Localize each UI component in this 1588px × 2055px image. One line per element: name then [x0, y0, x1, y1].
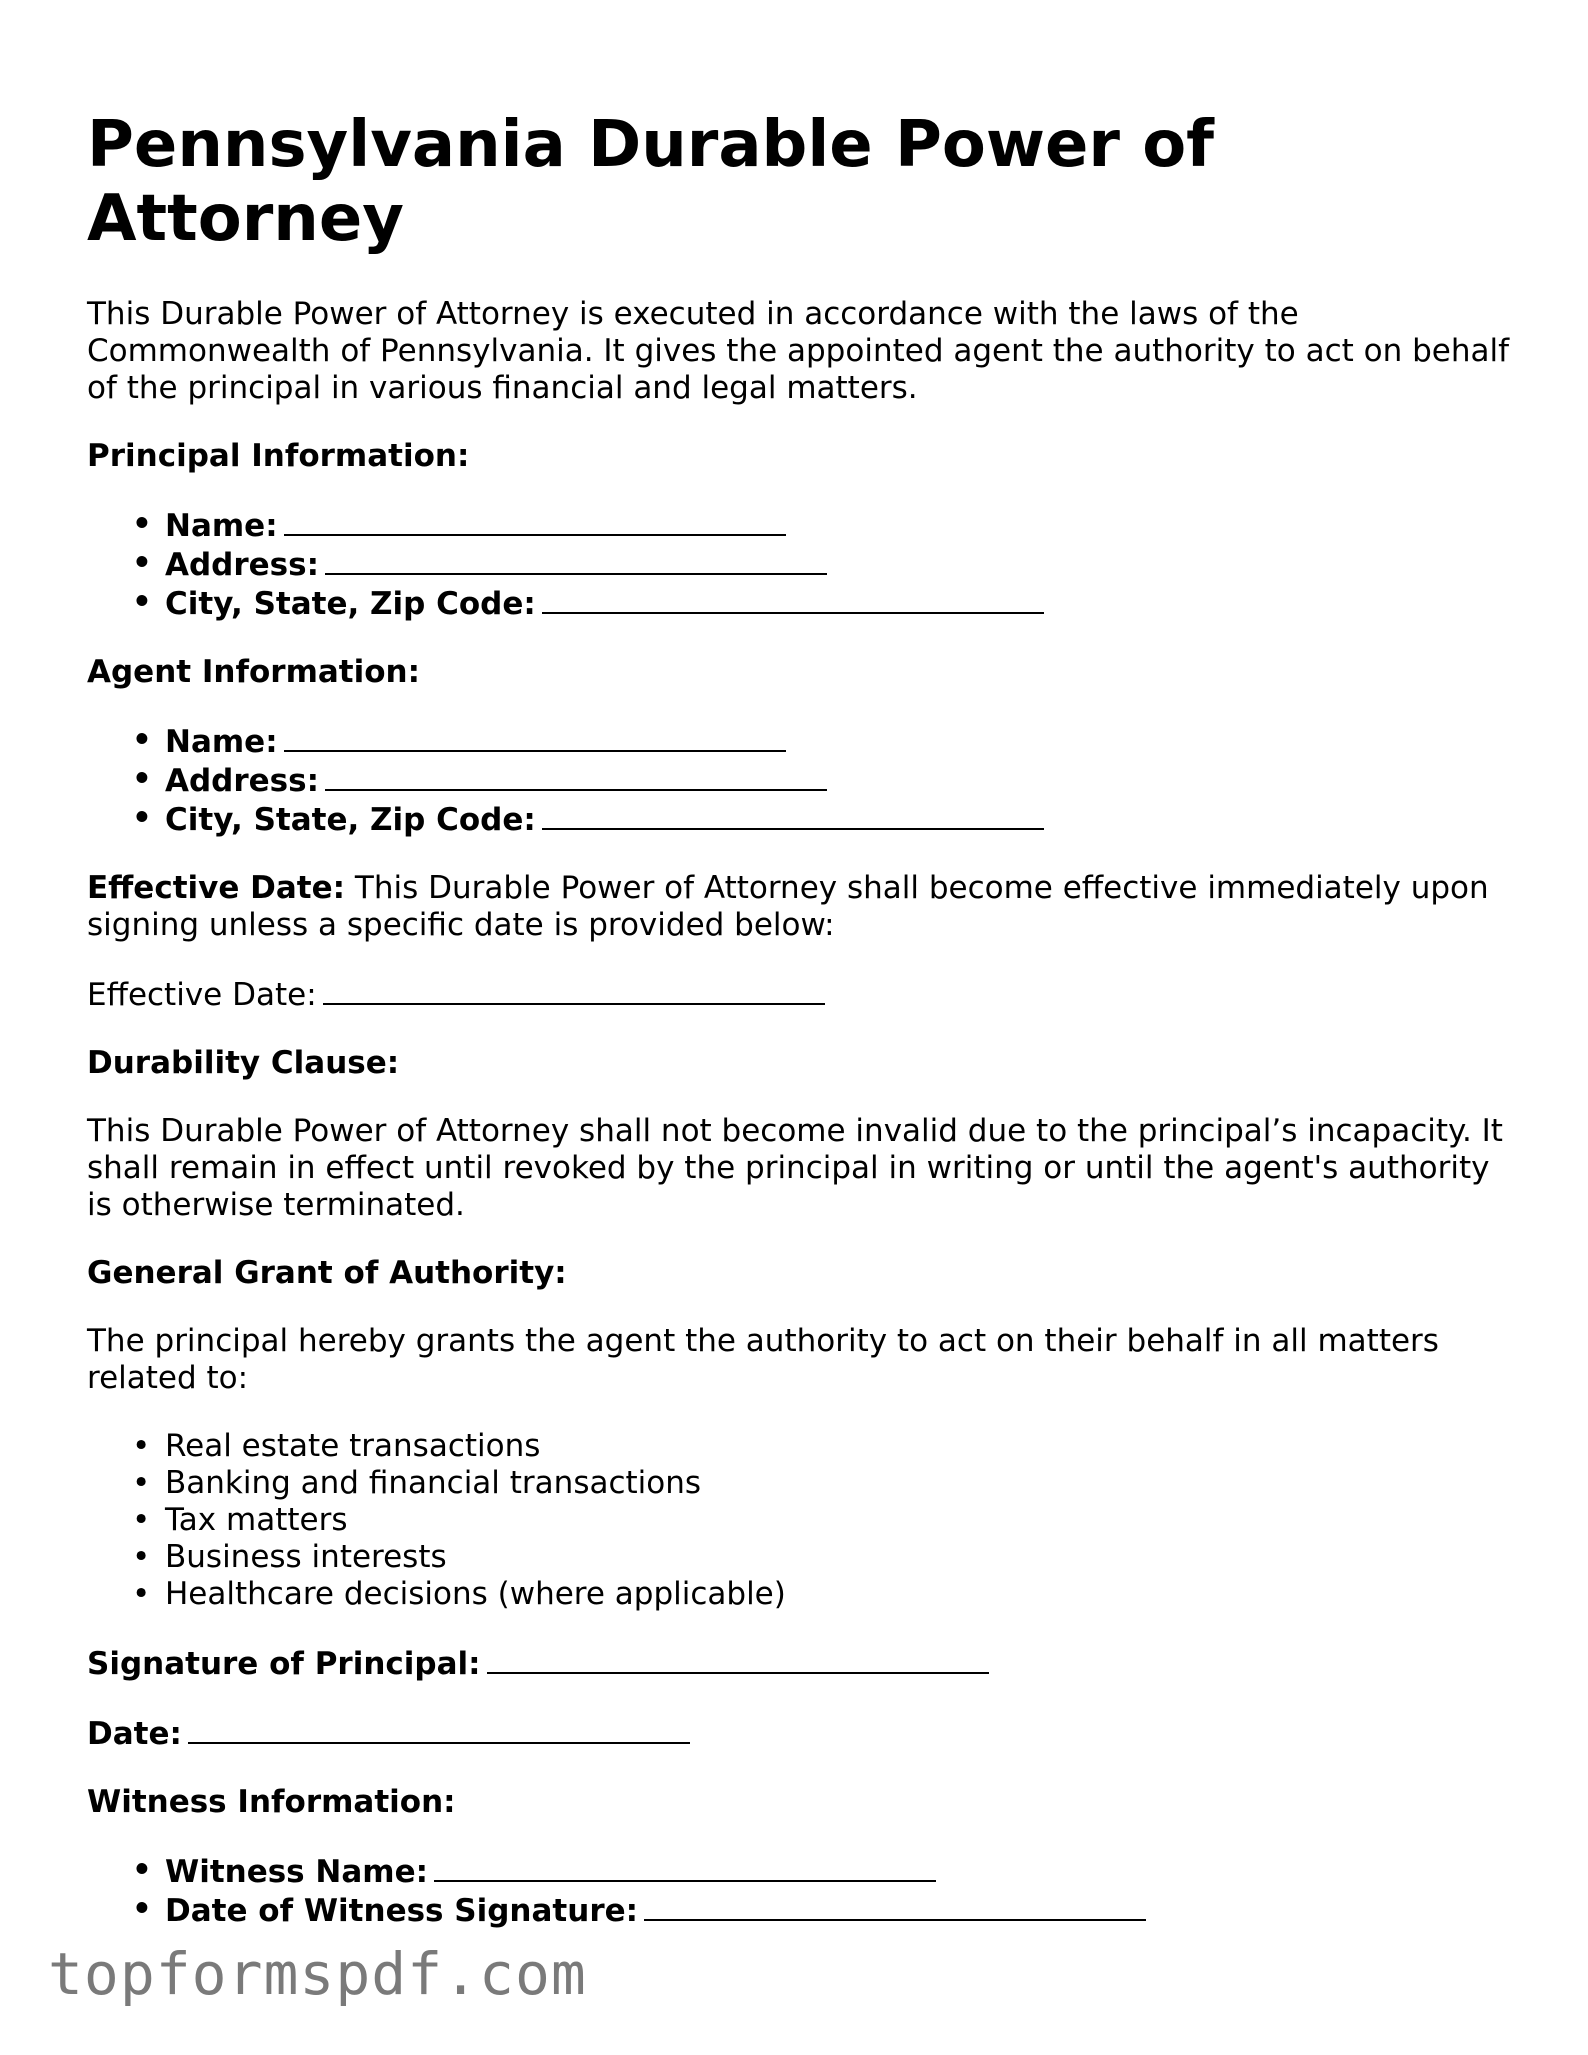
agent-fields	[87, 722, 1517, 839]
principal-name-field[interactable]	[165, 506, 1517, 545]
field-label: City, State, Zip Code:	[165, 802, 536, 838]
principal-address-field[interactable]	[165, 545, 1517, 584]
agent-name-field[interactable]	[165, 722, 1517, 761]
durability-heading: Durability Clause:	[87, 1045, 400, 1081]
principal-signature-field[interactable]	[87, 1644, 1517, 1683]
document-title: Pennsylvania Durable Power of Attorney	[87, 108, 1214, 256]
blank-line	[284, 506, 786, 536]
effective-text: This Durable Power of Attorney shall become effective immediately upon signing unless a specific date is provided below:	[87, 870, 1489, 943]
list-item: • Business interests	[165, 1539, 1517, 1576]
field-label: Signature of Principal:	[87, 1646, 481, 1682]
field-label: Date:	[87, 1716, 182, 1752]
witness-fields	[87, 1852, 1517, 1930]
effective-label: Effective Date:	[87, 870, 346, 906]
list-item: • Banking and financial transactions	[165, 1465, 1517, 1502]
blank-line	[434, 1852, 936, 1882]
field-label: City, State, Zip Code:	[165, 586, 536, 622]
authority-heading: General Grant of Authority:	[87, 1255, 567, 1291]
list-item: • Real estate transactions	[165, 1428, 1517, 1465]
agent-heading: Agent Information:	[87, 654, 420, 690]
blank-line	[542, 800, 1044, 830]
field-label: Address:	[165, 763, 319, 799]
agent-city-field[interactable]	[165, 800, 1517, 839]
witness-heading: Witness Information:	[87, 1784, 456, 1820]
blank-line	[325, 761, 827, 791]
field-label: Name:	[165, 508, 278, 544]
field-label: Effective Date:	[87, 977, 317, 1013]
principal-heading: Principal Information:	[87, 438, 470, 474]
list-item: • Healthcare decisions (where applicable)	[165, 1576, 1517, 1613]
blank-line	[188, 1714, 690, 1744]
signature-date-field[interactable]	[87, 1714, 1517, 1753]
principal-fields	[87, 506, 1517, 623]
effective-date-field[interactable]	[87, 975, 1517, 1014]
field-label: Date of Witness Signature:	[165, 1893, 639, 1929]
blank-line	[284, 722, 786, 752]
watermark: topformspdf.com	[48, 1940, 587, 2008]
blank-line	[487, 1644, 989, 1674]
field-label: Address:	[165, 547, 319, 583]
witness-date-field[interactable]	[165, 1891, 1517, 1930]
witness-name-field[interactable]	[165, 1852, 1517, 1891]
authority-list	[87, 1428, 1517, 1613]
blank-line	[542, 584, 1044, 614]
blank-line	[323, 975, 825, 1005]
principal-city-field[interactable]	[165, 584, 1517, 623]
agent-address-field[interactable]	[165, 761, 1517, 800]
list-item: • Tax matters	[165, 1502, 1517, 1539]
authority-paragraph: The principal hereby grants the agent the authority to act on their behalf in all matters related to:	[87, 1323, 1439, 1396]
field-label: Name:	[165, 724, 278, 760]
durability-paragraph: This Durable Power of Attorney shall not become invalid due to the principal’s incapacity. It shall remain in effect until revoked by the principal in writing or until the agent's authority is otherwise terminated.	[87, 1113, 1503, 1223]
field-label: Witness Name:	[165, 1854, 429, 1890]
document-page	[87, 108, 1517, 1961]
intro-paragraph: This Durable Power of Attorney is executed in accordance with the laws of the Commonwealth of Pennsylvania. It gives the appointed agent the authority to act on behalf of the principal in various financial and legal matters.	[87, 296, 1510, 406]
effective-paragraph	[87, 870, 1517, 944]
blank-line	[644, 1891, 1146, 1921]
blank-line	[325, 545, 827, 575]
